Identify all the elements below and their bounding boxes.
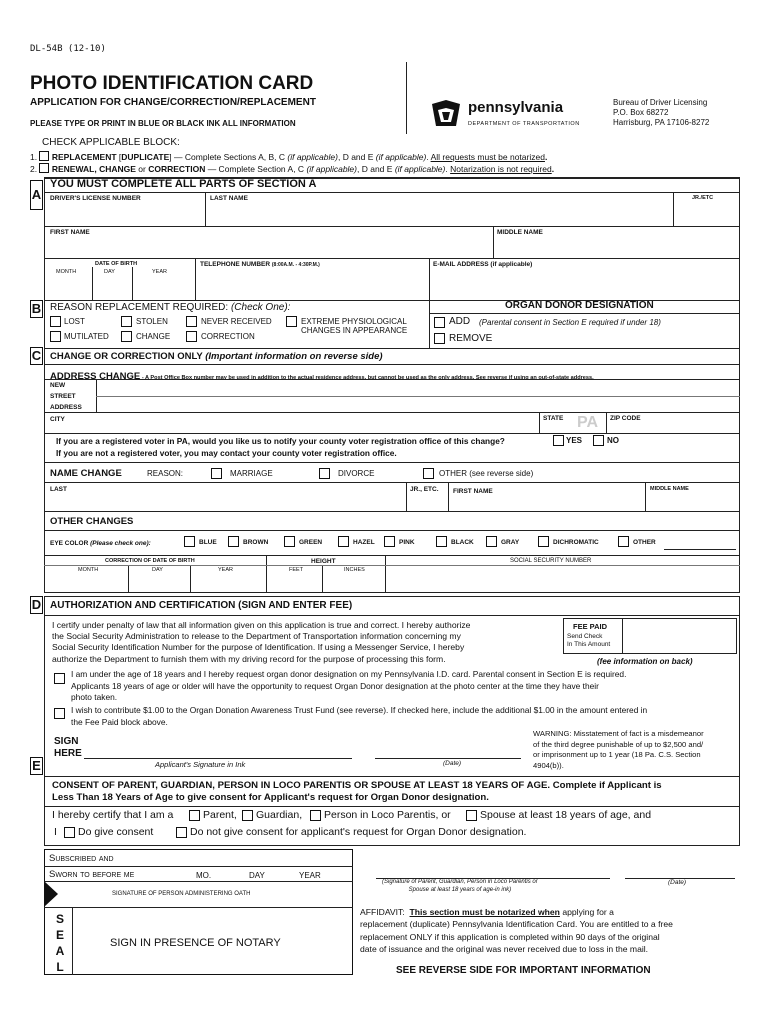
- guardian-checkbox[interactable]: [242, 810, 253, 821]
- new-street-address-field[interactable]: [98, 381, 738, 411]
- parent-date-field[interactable]: [626, 860, 734, 878]
- voter-no-label: NO: [607, 436, 619, 445]
- organ-remove-checkbox[interactable]: [434, 333, 445, 344]
- subscribed-label: Subscribed and: [49, 853, 114, 864]
- last-name-field[interactable]: [207, 203, 671, 225]
- first-name-field[interactable]: [46, 237, 492, 257]
- organ-add-checkbox[interactable]: [434, 317, 445, 328]
- eye-other-checkbox[interactable]: [618, 536, 629, 547]
- divorce-label: DIVORCE: [338, 469, 375, 478]
- bureau-line-2: P.O. Box 68272: [613, 108, 669, 117]
- jr-etc-label: JR./ETC: [692, 195, 714, 201]
- notary-box: [44, 849, 353, 975]
- voter-yes-checkbox[interactable]: [553, 435, 564, 446]
- eye-dichromatic-checkbox[interactable]: [538, 536, 549, 547]
- dob-month-label: MONTH: [56, 269, 77, 275]
- eye-blue-label: BLUE: [199, 539, 217, 546]
- sworn-label: Sworn to before me: [49, 869, 135, 880]
- extreme-change-checkbox[interactable]: [286, 316, 297, 327]
- marriage-checkbox[interactable]: [211, 468, 222, 479]
- name-change-reason-label: REASON:: [147, 469, 184, 478]
- dob-correction-day-label: DAY: [152, 567, 163, 573]
- contribute-text: I wish to contribute $1.00 to the Organ Donation Awareness Trust Fund (see reverse). If checked here, include the additional $1.00 in the amount entered in the Fee Paid block above.: [71, 705, 648, 727]
- parent-signature-field[interactable]: [378, 860, 608, 878]
- loco-parentis-label: Person in Loco Parentis, or: [324, 809, 451, 821]
- first-name-label: FIRST NAME: [50, 229, 90, 236]
- new-first-name-label: FIRST NAME: [453, 488, 493, 495]
- new-first-name-field[interactable]: [450, 496, 643, 510]
- organ-add-label: ADD: [449, 316, 471, 327]
- notary-day-label: DAY: [249, 871, 265, 880]
- other-reason-label: OTHER (see reverse side): [439, 469, 534, 478]
- give-consent-label: Do give consent: [78, 826, 154, 838]
- logo-name: pennsylvania: [468, 99, 564, 116]
- correction-label: CORRECTION: [201, 332, 255, 341]
- certification-text: I certify under penalty of law that all information given on this application is true and correct. I hereby authorize the Social Security Administration to release to the Department of Transportation information concerning my Social Security Identification Number for the purpose of Identification. If using a Messenger Service, I hereby authorize the Department to furnish them with my driving record for the purpose of processing this form.: [52, 620, 471, 664]
- seal-letters: S E A L: [55, 912, 65, 974]
- organ-add-note: (Parental consent in Section E required if under 18): [479, 318, 661, 327]
- section-c-heading: CHANGE OR CORRECTION ONLY (Important information on reverse side): [50, 351, 383, 362]
- eye-brown-checkbox[interactable]: [228, 536, 239, 547]
- section-d-label: D: [31, 597, 42, 612]
- name-change-heading: NAME CHANGE: [50, 468, 122, 479]
- voter-yes-label: YES: [566, 436, 583, 445]
- warning-text: WARNING: Misstatement of fact is a misdemeanor of the third degree punishable of up to $2,500 and/ or imprisonment up to 1 year (18 Pa. C.S. Section 4904(b)).: [533, 729, 704, 770]
- voter-note: If you are not a registered voter, you may contact your county voter registration office.: [56, 448, 397, 458]
- section-e-heading: CONSENT OF PARENT, GUARDIAN, PERSON IN LOCO PARENTIS OR SPOUSE AT LEAST 18 YEARS OF AGE. Complete if Applicant is Less Than 18 Years of Age to give consent for Applicant's request for Organ Donor designation.: [52, 780, 662, 803]
- dob-correction-month-label: MONTH: [78, 567, 99, 573]
- eye-green-label: GREEN: [299, 539, 323, 546]
- extreme-change-label: EXTREME PHYSIOLOGICAL CHANGES IN APPEARANCE: [301, 317, 408, 335]
- notary-arrow-icon: [44, 881, 58, 907]
- check-block-heading: CHECK APPLICABLE BLOCK:: [42, 137, 180, 148]
- option-1-line: 1. REPLACEMENT [DUPLICATE] — Complete Sections A, B, C (if applicable), D and E (if applicable). All requests must be notarized.: [30, 152, 548, 162]
- parent-date-label: (Date): [668, 879, 687, 886]
- section-e-label: E: [30, 757, 43, 775]
- send-check-label: Send Check In This Amount: [567, 633, 611, 648]
- section-b-label: B: [31, 301, 42, 316]
- consent-i-label: I: [54, 826, 57, 838]
- dob-day-label: DAY: [104, 269, 115, 275]
- eye-green-checkbox[interactable]: [284, 536, 295, 547]
- no-consent-checkbox[interactable]: [176, 827, 187, 838]
- new-jr-etc-label: JR., ETC.: [410, 486, 439, 493]
- applicant-signature-field[interactable]: [88, 740, 348, 758]
- ink-instruction: PLEASE TYPE OR PRINT IN BLUE OR BLACK INK ALL INFORMATION: [30, 119, 296, 128]
- divorce-checkbox[interactable]: [319, 468, 330, 479]
- spouse-label: Spouse at least 18 years of age, and: [480, 809, 652, 821]
- email-field[interactable]: [431, 270, 738, 298]
- header-divider: [406, 62, 407, 134]
- dl-number-label: DRIVER'S LICENSE NUMBER: [50, 195, 141, 202]
- admin-signature-label: SIGNATURE OF PERSON ADMINISTERING OATH: [112, 891, 251, 897]
- middle-name-label: MIDDLE NAME: [497, 229, 543, 236]
- last-name-label: LAST NAME: [210, 195, 248, 202]
- voter-question: If you are a registered voter in PA, would you like us to notify your county voter registration office of this change?: [56, 436, 505, 446]
- zip-field[interactable]: [608, 424, 738, 432]
- dob-correction-year-label: YEAR: [218, 567, 233, 573]
- lost-label: LOST: [64, 317, 85, 326]
- change-checkbox[interactable]: [121, 331, 132, 342]
- zip-label: ZIP CODE: [610, 415, 641, 422]
- section-a-label: A: [30, 180, 43, 210]
- sign-here-label: SIGN HERE: [54, 736, 82, 759]
- spouse-checkbox[interactable]: [466, 810, 477, 821]
- height-inches-label: INCHES: [344, 567, 365, 573]
- section-b-heading: REASON REPLACEMENT REQUIRED: (Check One):: [50, 302, 291, 313]
- organ-under-18-checkbox[interactable]: [54, 673, 65, 684]
- notary-year-label: YEAR: [299, 871, 321, 880]
- form-subtitle: APPLICATION FOR CHANGE/CORRECTION/REPLACEMENT: [30, 97, 316, 108]
- section-a-heading: YOU MUST COMPLETE ALL PARTS OF SECTION A: [50, 178, 317, 190]
- organ-under-18-text: I am under the age of 18 years and I hereby request organ donor designation on my Pennsylvania I.D. card. Parental consent in Section E is required. Applicants 18 years of age or older will have the opportunity to request Organ Donor designation at the photo center at the time they have their photo taken.: [71, 669, 627, 703]
- eye-black-checkbox[interactable]: [436, 536, 447, 547]
- bureau-line-3: Harrisburg, PA 17106-8272: [613, 118, 710, 127]
- no-consent-label: Do not give consent for applicant's request for Organ Donor designation.: [190, 826, 527, 838]
- eye-dichromatic-label: DICHROMATIC: [553, 539, 599, 546]
- eye-color-options: [184, 536, 738, 550]
- eye-blue-checkbox[interactable]: [184, 536, 195, 547]
- other-reason-checkbox[interactable]: [423, 468, 434, 479]
- dob-correction-label: CORRECTION OF DATE OF BIRTH: [105, 558, 195, 564]
- eye-black-label: BLACK: [451, 539, 474, 546]
- bureau-line-1: Bureau of Driver Licensing: [613, 98, 708, 107]
- street-label: STREET: [50, 393, 76, 400]
- guardian-label: Guardian,: [256, 809, 303, 821]
- form-title: PHOTO IDENTIFICATION CARD: [30, 73, 314, 94]
- never-received-label: NEVER RECEIVED: [201, 317, 272, 326]
- mutilated-label: MUTILATED: [64, 332, 109, 341]
- give-consent-checkbox[interactable]: [64, 827, 75, 838]
- stolen-checkbox[interactable]: [121, 316, 132, 327]
- fee-paid-amount-field[interactable]: [624, 620, 736, 652]
- notary-month-label: MO.: [196, 871, 212, 880]
- eye-gray-checkbox[interactable]: [486, 536, 497, 547]
- applicant-date-field[interactable]: [378, 740, 518, 758]
- dl-number-field[interactable]: [46, 203, 204, 225]
- section-c-label: C: [31, 348, 42, 363]
- jr-etc-field[interactable]: [675, 203, 738, 225]
- change-label: CHANGE: [136, 332, 171, 341]
- email-label: E-MAIL ADDRESS (if applicable): [433, 261, 533, 268]
- sign-in-presence-label: SIGN IN PRESENCE OF NOTARY: [110, 937, 281, 949]
- applicant-date-label: (Date): [443, 760, 462, 767]
- city-field[interactable]: [46, 424, 536, 432]
- organ-donor-heading: ORGAN DONOR DESIGNATION: [505, 300, 654, 311]
- replacement-checkbox[interactable]: [39, 151, 49, 161]
- organ-remove-label: REMOVE: [449, 333, 493, 344]
- new-last-name-field[interactable]: [46, 494, 404, 510]
- option-2-line: 2. RENEWAL, CHANGE or CORRECTION — Complete Section A, C (if applicable), D and E (if applicable). Notarization is not required.: [30, 164, 555, 174]
- other-changes-heading: OTHER CHANGES: [50, 516, 134, 527]
- telephone-field[interactable]: [197, 270, 427, 298]
- state-value: PA: [577, 414, 599, 431]
- height-field[interactable]: [268, 574, 383, 591]
- telephone-label: TELEPHONE NUMBER (8:00A.M. - 4:30P.M.): [200, 261, 320, 268]
- parent-label: Parent,: [203, 809, 237, 821]
- certify-relation-line: I hereby certify that I am a: [52, 809, 174, 821]
- eye-brown-label: BROWN: [243, 539, 269, 546]
- stolen-label: STOLEN: [136, 317, 168, 326]
- affidavit-text: AFFIDAVIT: This section must be notarized when applying for a replacement (duplicate) Pennsylvania Identification Card. You are entitled to a free replacement ONLY if this application is completed within 90 days of the original date of issuance and the original was never received due to loss in the mail.: [360, 907, 673, 955]
- mutilated-checkbox[interactable]: [50, 331, 61, 342]
- parent-signature-label: (Signature of Parent, Guardian, Person in Loco Parentis or Spouse at least 18 years of age-in ink): [382, 879, 538, 893]
- new-middle-name-field[interactable]: [647, 494, 738, 510]
- eye-gray-label: GRAY: [501, 539, 520, 546]
- fee-info-note: (fee information on back): [597, 657, 693, 666]
- form-code: DL-54B (12-10): [30, 44, 106, 54]
- address-change-line: ADDRESS CHANGE - A Post Office Box number may be used in addition to the actual residence address, but cannot be used as the only address. See reverse if using an out-of-state address.: [50, 371, 594, 382]
- dob-correction-field[interactable]: [46, 574, 264, 591]
- keystone-logo-icon: [430, 98, 462, 128]
- lost-checkbox[interactable]: [50, 316, 61, 327]
- eye-hazel-checkbox[interactable]: [338, 536, 349, 547]
- city-label: CITY: [50, 416, 65, 423]
- address-label: ADDRESS: [50, 404, 82, 411]
- eye-pink-checkbox[interactable]: [384, 536, 395, 547]
- eye-other-label: OTHER: [633, 539, 656, 546]
- contribute-checkbox[interactable]: [54, 708, 65, 719]
- dob-field[interactable]: [46, 276, 194, 298]
- never-received-checkbox[interactable]: [186, 316, 197, 327]
- dob-year-label: YEAR: [152, 269, 167, 275]
- eye-color-label: EYE COLOR (Please check one):: [50, 540, 151, 547]
- new-middle-name-label: MIDDLE NAME: [650, 486, 689, 492]
- voter-no-checkbox[interactable]: [593, 435, 604, 446]
- parent-checkbox[interactable]: [189, 810, 200, 821]
- new-label: NEW: [50, 382, 66, 389]
- eye-pink-label: PINK: [399, 539, 415, 546]
- ssn-field[interactable]: [387, 566, 738, 591]
- new-last-name-label: LAST: [50, 486, 67, 493]
- see-reverse-note: SEE REVERSE SIDE FOR IMPORTANT INFORMATION: [396, 965, 651, 976]
- loco-parentis-checkbox[interactable]: [310, 810, 321, 821]
- state-label: STATE: [543, 415, 564, 422]
- fee-paid-label: FEE PAID: [573, 622, 608, 631]
- renewal-checkbox[interactable]: [39, 163, 49, 173]
- marriage-label: MARRIAGE: [230, 469, 273, 478]
- logo-department: DEPARTMENT OF TRANSPORTATION: [468, 121, 580, 127]
- dob-label: DATE OF BIRTH: [95, 261, 138, 267]
- eye-hazel-label: HAZEL: [353, 539, 375, 546]
- height-feet-label: FEET: [289, 567, 304, 573]
- height-label: HEIGHT: [311, 558, 336, 565]
- section-d-heading: AUTHORIZATION AND CERTIFICATION (SIGN AND ENTER FEE): [50, 600, 353, 611]
- ssn-label: SOCIAL SECURITY NUMBER: [510, 558, 592, 564]
- correction-checkbox[interactable]: [186, 331, 197, 342]
- applicant-signature-label: Applicant's Signature in Ink: [155, 760, 246, 769]
- middle-name-field[interactable]: [495, 237, 738, 257]
